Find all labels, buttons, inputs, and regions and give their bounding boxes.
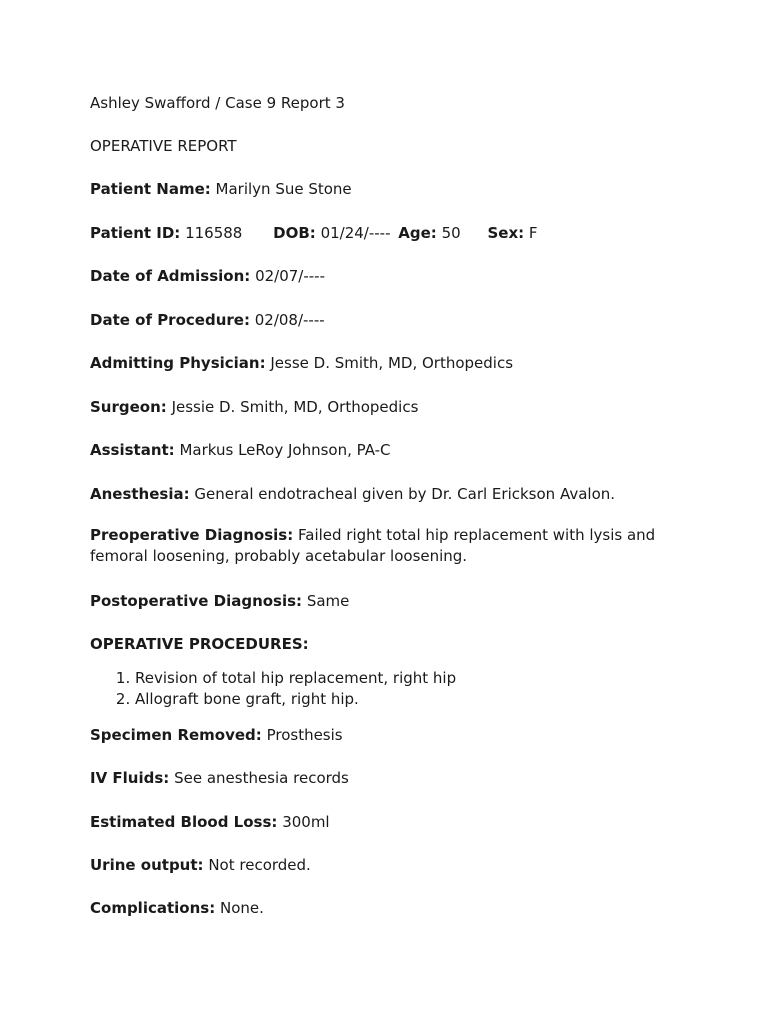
patient-name-value: Marilyn Sue Stone <box>215 180 352 198</box>
iv-fluids-row <box>90 768 349 788</box>
admitting-physician-value: Jesse D. Smith, MD, Orthopedics <box>270 354 514 372</box>
anesthesia-value: General endotracheal given by Dr. Carl Erickson Avalon. <box>194 485 616 503</box>
assistant-row <box>90 440 391 460</box>
blood-loss-row <box>90 812 330 832</box>
admission-date-value: 02/07/---- <box>255 267 326 285</box>
iv-fluids-label: IV Fluids: <box>90 769 170 787</box>
surgeon-value: Jessie D. Smith, MD, Orthopedics <box>171 398 419 416</box>
procedures-list <box>90 668 456 710</box>
surgeon-row <box>90 397 418 417</box>
anesthesia-label: Anesthesia: <box>90 485 190 503</box>
blood-loss-label: Estimated Blood Loss: <box>90 813 278 831</box>
postop-diagnosis-value: Same <box>306 592 350 610</box>
patient-name-row <box>90 179 352 199</box>
urine-output-value: Not recorded. <box>208 856 311 874</box>
admitting-physician-label: Admitting Physician: <box>90 354 266 372</box>
patient-name-label: Patient Name: <box>90 180 211 198</box>
surgeon-label: Surgeon: <box>90 398 167 416</box>
procedure-date-value: 02/08/---- <box>254 311 325 329</box>
postop-diagnosis-row <box>90 591 349 611</box>
patient-id-value: 116588 <box>185 224 243 242</box>
procedure-date-row <box>90 310 325 330</box>
procedures-heading <box>90 634 309 654</box>
admission-date-row <box>90 266 325 286</box>
list-item: 2. Allograft bone graft, right hip. <box>135 689 456 710</box>
specimen-row <box>90 725 343 745</box>
sex-label: Sex: <box>487 224 525 242</box>
complications-row <box>90 898 264 918</box>
blood-loss-value: 300ml <box>282 813 330 831</box>
anesthesia-row <box>90 484 615 504</box>
age-value: 50 <box>441 224 461 242</box>
assistant-label: Assistant: <box>90 441 175 459</box>
specimen-label: Specimen Removed: <box>90 726 262 744</box>
report-title: OPERATIVE REPORT <box>90 137 237 155</box>
procedures-heading-text: OPERATIVE PROCEDURES: <box>90 635 309 653</box>
dob-label: DOB: <box>273 224 316 242</box>
urine-output-row <box>90 855 311 875</box>
admitting-physician-row <box>90 353 513 373</box>
postop-diagnosis-label: Postoperative Diagnosis: <box>90 592 303 610</box>
urine-output-label: Urine output: <box>90 856 204 874</box>
complications-label: Complications: <box>90 899 216 917</box>
author-line: Ashley Swafford / Case 9 Report 3 <box>90 94 345 112</box>
complications-value: None. <box>219 899 264 917</box>
preop-diagnosis-value: Failed right total hip replacement with lysis and femoral loosening, probably acetabular loosening. <box>90 526 656 565</box>
preop-diagnosis-row <box>90 525 670 567</box>
procedure-date-label: Date of Procedure: <box>90 311 250 329</box>
sex-value: F <box>528 224 538 242</box>
list-item: 1. Revision of total hip replacement, right hip <box>135 668 456 689</box>
assistant-value: Markus LeRoy Johnson, PA-C <box>179 441 391 459</box>
patient-id-label: Patient ID: <box>90 224 181 242</box>
iv-fluids-value: See anesthesia records <box>174 769 349 787</box>
patient-demographics-row <box>90 223 538 243</box>
preop-diagnosis-label: Preoperative Diagnosis: <box>90 526 294 544</box>
dob-value: 01/24/---- <box>320 224 391 242</box>
specimen-value: Prosthesis <box>266 726 343 744</box>
age-label: Age: <box>398 224 437 242</box>
admission-date-label: Date of Admission: <box>90 267 251 285</box>
